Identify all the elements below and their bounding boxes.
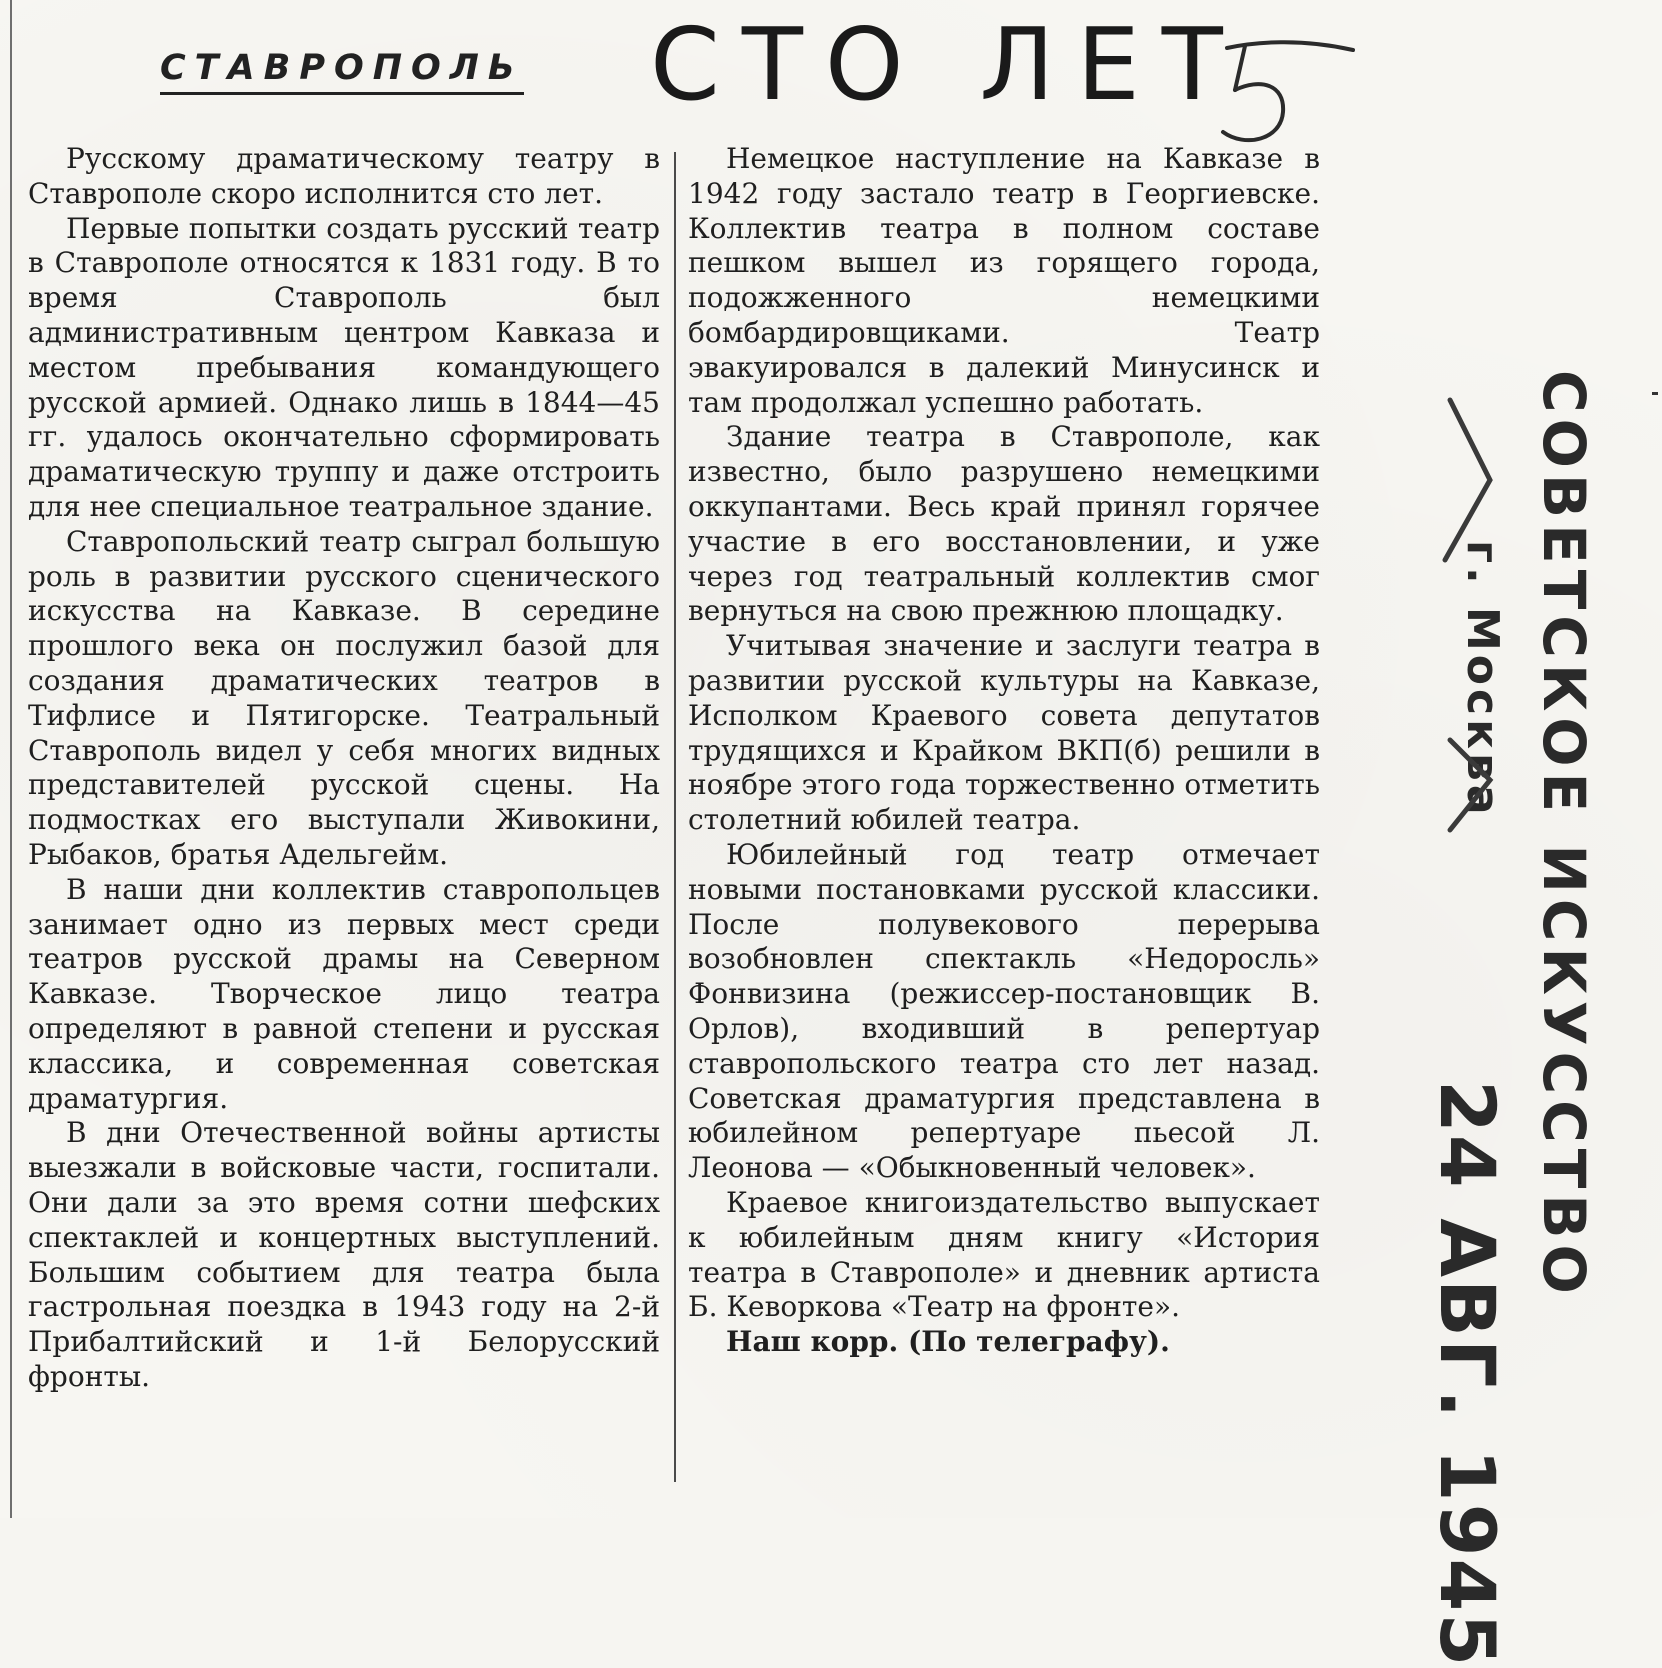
article-left-column	[28, 142, 660, 1395]
paragraph: Первые попытки создать русский театр в Ставрополе относятся к 1831 году. В то время Ставрополь был административным центром Кавказа и местом пребывания командующего русской армией. Однако лишь в 1844—45 гг. удалось окончательно сформировать драматическую труппу и даже отстроить для нее специальное театральное здание.	[28, 211, 660, 523]
paragraph: Немецкое наступление на Кавказе в 1942 году застало театр в Георгиевске. Коллектив театра в полном составе пешком вышел из горящего города, подожженного немецкими бомбардировщиками. Театр эвакуировался в далекий Минусинск и там продолжал успешно работать.	[688, 142, 1320, 419]
stamp-date: 24 АВГ. 1945	[1423, 1080, 1512, 1668]
article-right-column	[688, 142, 1320, 1360]
clipping-edge-line	[10, 0, 12, 1518]
paragraph: Ставропольский театр сыграл большую роль в развитии русского сценического искусства на Кавказе. В середине прошлого века он послужил базой для создания драматических театров в Тифлисе и Пятигорске. Театральный Ставрополь видел у себя многих видных представителей русской сцены. На подмостках его выступали Живокини, Рыбаков, братья Адельгейм.	[28, 524, 660, 871]
paragraph: Краевое книгоиздательство выпускает к юбилейным дням книгу «История театра в Ставрополе» и дневник артиста Б. Кеворкова «Театр на фронте».	[688, 1185, 1320, 1324]
paragraph: Здание театра в Ставрополе, как известно, было разрушено немецкими оккупантами. Весь край принял горячее участие в его восстановлении, и уже через год театральный коллектив смог вернуться на свою прежнюю площадку.	[688, 420, 1320, 628]
stamp-city: г. Москва	[1457, 540, 1508, 819]
correspondent-signature: Наш корр. (По телеграфу).	[726, 1325, 1170, 1359]
paragraph: Учитывая значение и заслуги театра в развитии русской культуры на Кавказе, Исполком Краевого совета депутатов трудящихся и Крайком ВКП(б) решили в ноябре этого года торжественно отметить столетний юбилей театра.	[688, 629, 1320, 837]
paragraph: В дни Отечественной войны артисты выезжали в войсковые части, госпитали. Они дали за это время сотни шефских спектаклей и концертных выступлений. Большим событием для театра была гастрольная поездка в 1943 году на 2-й Прибалтийский и 1-й Белорусский фронты.	[28, 1116, 660, 1393]
dateline: СТАВРОПОЛЬ	[160, 48, 524, 95]
edge-tick	[1652, 392, 1658, 395]
paragraph: Русскому драматическому театру в Ставрополе скоро исполнится сто лет.	[28, 142, 660, 210]
column-divider	[674, 152, 676, 1482]
stamp-organization: СОВЕТСКОЕ ИСКУССТВО	[1530, 370, 1598, 1300]
headline: СТО ЛЕТ	[650, 6, 1245, 123]
handwritten-number-mark	[1215, 20, 1365, 160]
paragraph: В наши дни коллектив ставропольцев занимает одно из первых мест среди театров русской драмы на Северном Кавказе. Творческое лицо театра определяют в равной степени и русская классика, и современная советская драматургия.	[28, 872, 660, 1115]
paragraph: Юбилейный год театр отмечает новыми постановками русской классики. После полувекового перерыва возобновлен спектакль «Недоросль» Фонвизина (режиссер-постановщик В. Орлов), входивший в репертуар ставропольского театра сто лет назад. Советская драматургия представлена в юбилейном репертуаре пьесой Л. Леонова — «Обыкновенный человек».	[688, 837, 1320, 1185]
